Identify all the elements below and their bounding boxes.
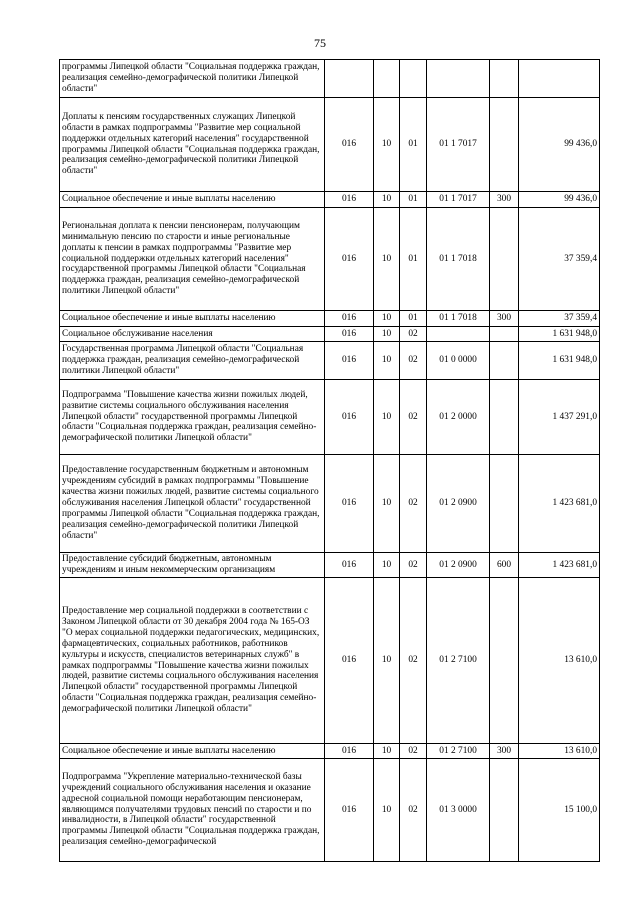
row-amount-cell: 15 100,0 [519, 759, 600, 862]
row-amount-cell: 99 436,0 [519, 192, 600, 208]
row-section-cell: 10 [374, 553, 400, 578]
row-amount-cell: 1 423 681,0 [519, 553, 600, 578]
row-name-cell: Доплаты к пенсиям государственных служащих Липецкой области в рамках подпрограммы "Развитие мер социальной поддержки отдельных категорий населения" государственной программы Липецкой области "Социальная поддержка граждан, реализация семейно-демографической политики Липецкой области" [60, 98, 325, 192]
row-code-cell: 016 [325, 578, 374, 744]
row-subsection-cell: 01 [400, 208, 427, 311]
row-section-cell: 10 [374, 744, 400, 759]
row-target-cell: 01 1 7017 [427, 98, 490, 192]
row-target-cell: 01 1 7018 [427, 311, 490, 327]
row-subsection-cell: 01 [400, 311, 427, 327]
row-target-cell: 01 1 7017 [427, 192, 490, 208]
row-section-cell: 10 [374, 578, 400, 744]
row-code-cell: 016 [325, 759, 374, 862]
row-amount-cell: 13 610,0 [519, 744, 600, 759]
row-section-cell: 10 [374, 455, 400, 553]
row-name-cell: Социальное обеспечение и иные выплаты населению [60, 311, 325, 327]
row-expense-cell: 300 [490, 192, 519, 208]
row-target-cell: 01 2 0000 [427, 380, 490, 455]
budget-table-body [60, 60, 600, 862]
table-row [60, 98, 600, 192]
row-target-cell: 01 3 0000 [427, 759, 490, 862]
row-name-cell: Региональная доплата к пенсии пенсионерам, получающим минимальную пенсию по старости и иные региональные доплаты к пенсии в рамках подпрограммы "Развитие мер социальной поддержки отдельных категорий населения" государственной программы Липецкой области "Социальная поддержка граждан, реализация семейно-демографической политики Липецкой области" [60, 208, 325, 311]
row-target-cell: 01 0 0000 [427, 342, 490, 380]
row-section-cell: 10 [374, 327, 400, 342]
row-target-cell: 01 2 0900 [427, 553, 490, 578]
row-name-cell: Предоставление мер социальной поддержки в соответствии с Законом Липецкой области от 30 декабря 2004 года № 165-ОЗ "О мерах социальной поддержки педагогических, медицинских, фармацевтических, социальных работников, работников культуры и искусств, специалистов ветеринарных служб" в рамках подпрограммы "Повышение качества жизни пожилых людей, развитие системы социального обслуживания населения Липецкой области" государственной программы Липецкой области "Социальная поддержка граждан, реализация семейно-демографической политики Липецкой области" [60, 578, 325, 744]
row-expense-cell: 300 [490, 744, 519, 759]
row-code-cell: 016 [325, 744, 374, 759]
row-target-cell [427, 60, 490, 98]
table-row [60, 455, 600, 553]
row-expense-cell [490, 60, 519, 98]
row-expense-cell [490, 759, 519, 862]
table-row [60, 342, 600, 380]
row-name-cell: Социальное обеспечение и иные выплаты населению [60, 744, 325, 759]
table-row [60, 380, 600, 455]
row-code-cell: 016 [325, 208, 374, 311]
row-target-cell: 01 2 7100 [427, 744, 490, 759]
table-row [60, 744, 600, 759]
row-code-cell: 016 [325, 192, 374, 208]
row-target-cell: 01 2 7100 [427, 578, 490, 744]
row-name-cell: Подпрограмма "Укрепление материально-технической базы учреждений социального обслуживания населения и оказание адресной социальной помощи неработающим пенсионерам, являющимся получателями трудовых пенсий по старости и по инвалидности, в Липецкой области" государственной программы Липецкой области "Социальная поддержка граждан, реализация семейно-демографической [60, 759, 325, 862]
page-number: 75 [314, 36, 326, 50]
row-expense-cell: 300 [490, 311, 519, 327]
row-subsection-cell: 02 [400, 455, 427, 553]
table-row [60, 208, 600, 311]
row-subsection-cell: 02 [400, 553, 427, 578]
row-name-cell: программы Липецкой области "Социальная поддержка граждан, реализация семейно-демографической политики Липецкой области" [60, 60, 325, 98]
row-section-cell: 10 [374, 311, 400, 327]
row-section-cell: 10 [374, 759, 400, 862]
row-name-cell: Предоставление государственным бюджетным и автономным учреждениям субсидий в рамках подпрограммы "Повышение качества жизни пожилых людей, развитие системы социального обслуживания населения Липецкой области" государственной программы Липецкой области "Социальная поддержка граждан, реализация семейно-демографической политики Липецкой области" [60, 455, 325, 553]
row-name-cell: Социальное обеспечение и иные выплаты населению [60, 192, 325, 208]
row-subsection-cell: 02 [400, 380, 427, 455]
row-amount-cell: 99 436,0 [519, 98, 600, 192]
row-code-cell: 016 [325, 327, 374, 342]
row-amount-cell: 37 359,4 [519, 311, 600, 327]
row-name-cell: Социальное обслуживание населения [60, 327, 325, 342]
row-section-cell: 10 [374, 192, 400, 208]
row-amount-cell: 1 437 291,0 [519, 380, 600, 455]
table-row [60, 311, 600, 327]
row-code-cell: 016 [325, 455, 374, 553]
row-section-cell: 10 [374, 342, 400, 380]
row-subsection-cell: 02 [400, 759, 427, 862]
row-name-cell: Государственная программа Липецкой области "Социальная поддержка граждан, реализация семейно-демографической политики Липецкой области" [60, 342, 325, 380]
row-amount-cell [519, 60, 600, 98]
row-amount-cell: 13 610,0 [519, 578, 600, 744]
row-expense-cell [490, 455, 519, 553]
row-code-cell: 016 [325, 311, 374, 327]
row-subsection-cell: 01 [400, 98, 427, 192]
row-amount-cell: 1 631 948,0 [519, 327, 600, 342]
row-code-cell [325, 60, 374, 98]
row-expense-cell [490, 380, 519, 455]
row-subsection-cell [400, 60, 427, 98]
row-section-cell: 10 [374, 380, 400, 455]
row-expense-cell [490, 342, 519, 380]
row-name-cell: Подпрограмма "Повышение качества жизни пожилых людей, развитие системы социального обслуживания населения Липецкой области" государственной программы Липецкой области "Социальная поддержка граждан, реализация семейно-демографической политики Липецкой области" [60, 380, 325, 455]
row-subsection-cell: 02 [400, 578, 427, 744]
row-target-cell [427, 327, 490, 342]
row-code-cell: 016 [325, 553, 374, 578]
table-row [60, 759, 600, 862]
row-target-cell: 01 1 7018 [427, 208, 490, 311]
row-section-cell: 10 [374, 208, 400, 311]
row-subsection-cell: 02 [400, 327, 427, 342]
row-subsection-cell: 02 [400, 342, 427, 380]
row-expense-cell [490, 327, 519, 342]
row-subsection-cell: 02 [400, 744, 427, 759]
row-amount-cell: 1 423 681,0 [519, 455, 600, 553]
row-expense-cell [490, 208, 519, 311]
row-target-cell: 01 2 0900 [427, 455, 490, 553]
row-name-cell: Предоставление субсидий бюджетным, автономным учреждениям и иным некоммерческим организациям [60, 553, 325, 578]
row-expense-cell: 600 [490, 553, 519, 578]
row-code-cell: 016 [325, 380, 374, 455]
table-row [60, 327, 600, 342]
row-amount-cell: 37 359,4 [519, 208, 600, 311]
row-code-cell: 016 [325, 98, 374, 192]
row-section-cell [374, 60, 400, 98]
row-amount-cell: 1 631 948,0 [519, 342, 600, 380]
row-code-cell: 016 [325, 342, 374, 380]
table-row [60, 553, 600, 578]
row-section-cell: 10 [374, 98, 400, 192]
table-row [60, 578, 600, 744]
table-row [60, 192, 600, 208]
table-row [60, 60, 600, 98]
row-subsection-cell: 01 [400, 192, 427, 208]
row-expense-cell [490, 578, 519, 744]
row-expense-cell [490, 98, 519, 192]
budget-table [59, 59, 600, 862]
